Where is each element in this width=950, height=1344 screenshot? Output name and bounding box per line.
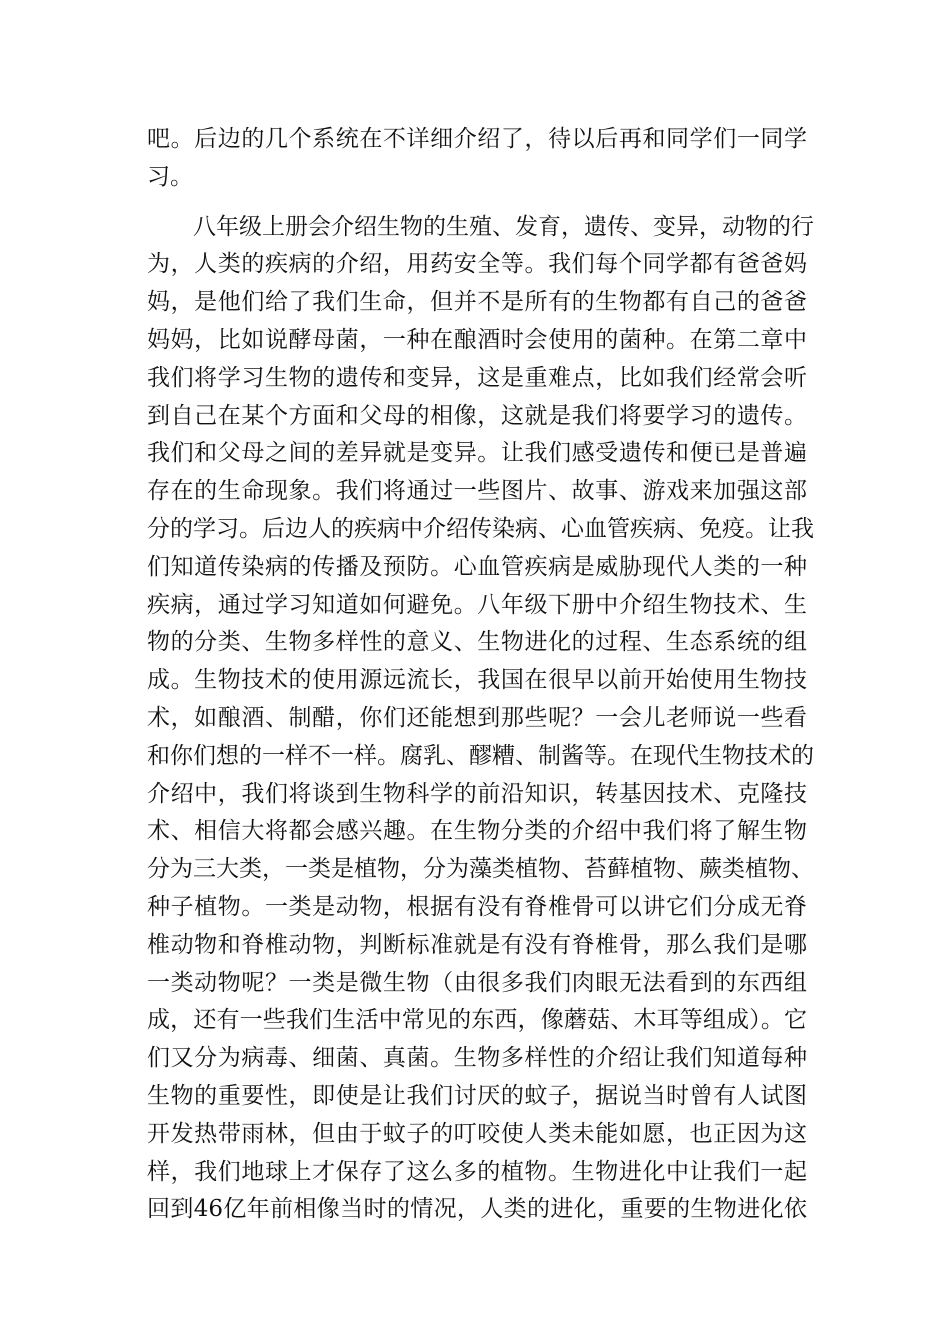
text-line: 妈，是他们给了我们生命，但并不是所有的生物都有自己的爸爸 [147,289,807,316]
text-line: 们又分为病毒、细菌、真菌。生物多样性的介绍让我们知道每种 [147,1045,807,1072]
text-line: 们知道传染病的传播及预防。心血管疾病是威胁现代人类的一种 [147,553,807,580]
text-line: 为，人类的疾病的介绍，用药安全等。我们每个同学都有爸爸妈 [147,251,807,278]
text-line: 我们将学习生物的遗传和变异，这是重难点，比如我们经常会听 [147,364,807,391]
text-line: 成，还有一些我们生活中常见的东西，像蘑菇、木耳等组成）。它 [147,1007,807,1034]
text-line: 分为三大类，一类是植物，分为藻类植物、苔藓植物、蕨类植物、 [147,856,814,883]
text-line: 和你们想的一样不一样。腐乳、醪糟、制酱等。在现代生物技术的 [147,742,814,769]
text-line: 物的分类、生物多样性的意义、生物进化的过程、生态系统的组 [147,629,807,656]
text-line: 存在的生命现象。我们将通过一些图片、故事、游戏来加强这部 [147,478,807,505]
text-line: 开发热带雨林，但由于蚊子的叮咬使人类未能如愿，也正因为这 [147,1120,807,1147]
text-line: 吧。后边的几个系统在不详细介绍了，待以后再和同学们一同学 [147,126,807,152]
text-line: 我们和父母之间的差异就是变异。让我们感受遗传和便已是普遍 [147,440,807,467]
text-line: 习。 [147,163,193,190]
body-text [147,121,814,1229]
text-line: 介绍中，我们将谈到生物科学的前沿知识，转基因技术、克隆技 [147,780,807,807]
text-line: 椎动物和脊椎动物，判断标准就是有没有脊椎骨，那么我们是哪 [147,931,807,958]
text-line: 生物的重要性，即使是让我们讨厌的蚊子，据说当时曾有人试图 [147,1082,807,1109]
text-line: 术，如酿酒、制醋，你们还能想到那些呢？一会儿老师说一些看 [147,704,807,731]
text-line: 八年级上册会介绍生物的生殖、发育，遗传、变异，动物的行 [193,213,814,240]
paragraph [147,121,807,197]
text-line: 疾病，通过学习知道如何避免。八年级下册中介绍生物技术、生 [147,591,807,618]
text-line: 一类动物呢？一类是微生物（由很多我们肉眼无法看到的东西组 [147,969,807,996]
text-line: 样，我们地球上才保存了这么多的植物。生物进化中让我们一起 [147,1158,807,1185]
paragraph [147,209,814,1230]
text-line: 分的学习。后边人的疾病中介绍传染病、心血管疾病、免疫。让我 [147,515,814,542]
text-line: 妈妈，比如说酵母菌，一种在酿酒时会使用的菌种。在第二章中 [147,326,807,353]
text-line: 术、相信大将都会感兴趣。在生物分类的介绍中我们将了解生物 [147,818,807,845]
paragraph-gap [147,197,807,209]
text-line: 种子植物。一类是动物，根据有没有脊椎骨可以讲它们分成无脊 [147,893,807,920]
text-line: 回到46亿年前相像当时的情况，人类的进化，重要的生物进化依 [147,1196,807,1223]
text-line: 到自己在某个方面和父母的相像，这就是我们将要学习的遗传。 [147,402,807,429]
text-line: 成。生物技术的使用源远流长，我国在很早以前开始使用生物技 [147,667,807,694]
